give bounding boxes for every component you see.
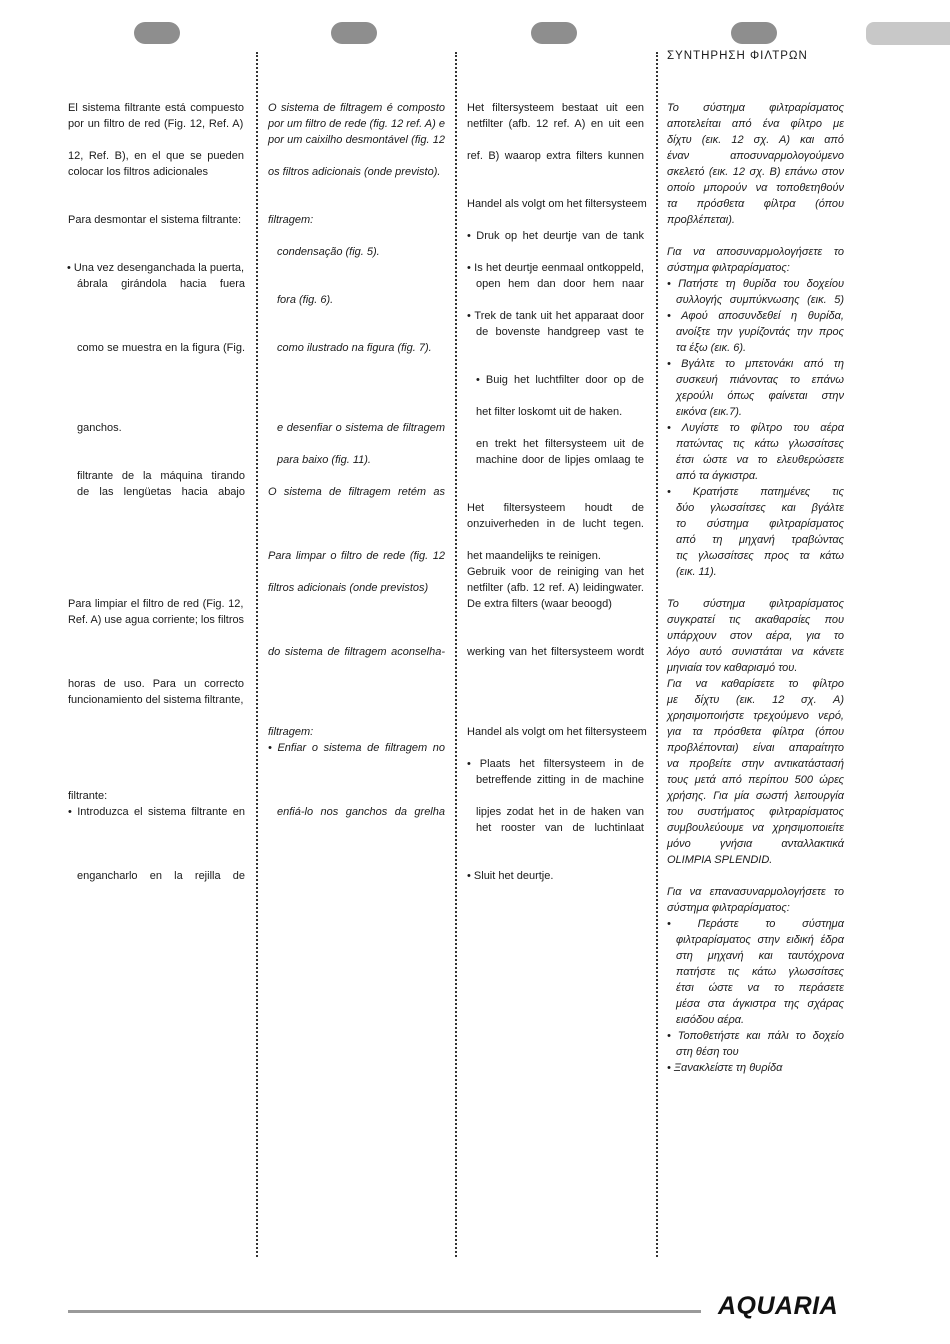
text-line: ανοίξτε την γυρίζοντάς την προς: [676, 326, 844, 338]
text-line: υπάρχουν στον αέρα, για το: [667, 630, 844, 642]
text-line: • Ξανακλείστε τη θυρίδα: [667, 1062, 783, 1074]
footer-rule: [68, 1310, 701, 1313]
text-line: het rooster van de luchtinlaat: [476, 822, 644, 834]
text-line: προβλέπεται).: [667, 214, 735, 226]
text-line: τα έξω (εικ. 6).: [676, 342, 747, 354]
text-line: betreffende zitting in de machine: [476, 774, 644, 786]
text-line: Για να καθαρίσετε το φίλτρο: [667, 678, 844, 690]
text-line: netfilter (afb. 12 ref. A) en uit een: [467, 118, 644, 130]
text-line: μηνιαία τον καθαρισμό του.: [667, 662, 798, 674]
text-line: ganchos.: [77, 422, 122, 434]
text-line: onzuiverheden in de lucht tegen.: [467, 518, 644, 530]
text-line: • Αφού αποσυνδεθεί η θυρίδα,: [667, 310, 844, 322]
text-line: como ilustrado na figura (fig. 7).: [277, 342, 432, 354]
text-line: Ref. A) use agua corriente; los filtros: [68, 614, 244, 626]
text-line: do sistema de filtragem aconselha-: [268, 646, 445, 658]
text-line: O sistema de filtragem retém as: [268, 486, 445, 498]
text-line: • Τοποθετήστε και πάλι το δοχείο: [667, 1030, 844, 1042]
text-line: como se muestra en la figura (Fig.: [77, 342, 245, 354]
text-line: werking van het filtersysteem wordt: [467, 646, 644, 658]
text-line: σκελετό (εικ. 12 σχ. Β) επάνω στον: [667, 166, 844, 178]
text-line: εικόνα (εικ.7).: [676, 406, 742, 418]
text-line: filtragem:: [268, 214, 314, 226]
text-line: • Πατήστε τη θυρίδα του δοχείου: [667, 278, 844, 290]
text-line: netfilter (afb. 12 ref. A) leidingwater.: [467, 582, 644, 594]
text-line: πατώντας τις κάτω γλωσσίτσες: [676, 438, 844, 450]
text-line: ref. B) waarop extra filters kunnen: [467, 150, 644, 162]
text-line: οποίο μπορούν να τοποθετηθούν: [667, 182, 844, 194]
text-line: έτσι ώστε να το περάσετε: [676, 982, 844, 994]
text-line: τις γλωσσίτσες προς τα κάτω: [676, 550, 844, 562]
text-line: του συστήματος φιλτραρίσματος: [667, 806, 844, 818]
text-line: Para limpiar el filtro de red (Fig. 12,: [68, 598, 244, 610]
text-line: Για να αποσυναρμολογήσετε το: [667, 246, 844, 258]
text-line: Het filtersysteem houdt de: [467, 502, 644, 514]
section-title: ΣΥΝΤΗΡΗΣΗ ΦΙΛΤΡΩΝ: [667, 50, 808, 62]
text-line: • Introduzca el sistema filtrante en: [68, 806, 245, 818]
text-line: lipjes zodat het in de haken van: [476, 806, 644, 818]
text-line: σύστημα φιλτραρίσματος:: [667, 262, 790, 274]
column-separator: [256, 52, 258, 1257]
text-line: por un filtro de red (Fig. 12, Ref. A): [68, 118, 244, 130]
text-line: έναν αποσυναρμολογούμενο: [667, 150, 844, 162]
text-line: συμβουλεύουμε να χρησιμοποιείτε: [667, 822, 844, 834]
text-line: het maandelijks te reinigen.: [467, 550, 601, 562]
text-line: colocar los filtros adicionales: [68, 166, 209, 178]
text-line: Para desmontar el sistema filtrante:: [68, 214, 242, 226]
language-tab-2: [331, 22, 377, 44]
text-line: Το σύστημα φιλτραρίσματος: [667, 598, 844, 610]
text-line: filtros adicionais (onde previstos): [268, 582, 429, 594]
text-line: συλλογής συμπύκνωσης (εικ. 5): [676, 294, 844, 306]
text-line: σύστημα φιλτραρίσματος:: [667, 902, 790, 914]
text-line: • Κρατήστε πατημένες τις: [667, 486, 844, 498]
text-line: συγκρατεί τις ακαθαρσίες που: [667, 614, 844, 626]
text-line: El sistema filtrante está compuesto: [68, 102, 244, 114]
text-line: έτσι ώστε να το ελευθερώσετε: [676, 454, 844, 466]
text-line: • Buig het luchtfilter door op de: [476, 374, 644, 386]
column-separator: [656, 52, 658, 1257]
text-line: χερούλι όπως φαίνεται στην: [676, 390, 844, 402]
text-line: O sistema de filtragem é composto: [268, 102, 445, 114]
text-line: • Enfiar o sistema de filtragem no: [268, 742, 445, 754]
brand-logo: AQUARIA: [718, 1292, 839, 1320]
text-line: Para limpar o filtro de rede (fig. 12: [268, 550, 445, 562]
text-line: condensação (fig. 5).: [277, 246, 380, 258]
text-line: enfiá-lo nos ganchos da grelha: [277, 806, 445, 818]
text-line: de las lengüetas hacia abajo: [77, 486, 245, 498]
text-line: φιλτραρίσματος στην ειδική έδρα: [676, 934, 844, 946]
text-line: Το σύστημα φιλτραρίσματος: [667, 102, 844, 114]
text-line: λόγο αυτό συνιστάται να κάνετε: [667, 646, 844, 658]
text-line: os filtros adicionais (onde previsto).: [268, 166, 441, 178]
text-line: • Una vez desenganchada la puerta,: [67, 262, 244, 274]
text-line: • Is het deurtje eenmaal ontkoppeld,: [467, 262, 644, 274]
text-line: μέσα στα άγκιστρα της σχάρας: [676, 998, 844, 1010]
text-line: με δίχτυ (εικ. 12 σχ. Α): [667, 694, 844, 706]
text-line: • Βγάλτε το μπετονάκι από τη: [667, 358, 844, 370]
text-line: horas de uso. Para un correcto: [68, 678, 244, 690]
text-line: το σύστημα φιλτραρίσματος: [676, 518, 844, 530]
text-line: δίχτυ (εικ. 12 σχ. Α) και από: [667, 134, 844, 146]
text-line: • Druk op het deurtje van de tank: [467, 230, 644, 242]
text-line: από τα άγκιστρα.: [676, 470, 759, 482]
section-tab: [866, 22, 950, 45]
text-line: μόνο γνήσια ανταλλακτικά: [667, 838, 844, 850]
text-line: στη θέση του: [676, 1046, 739, 1058]
text-line: OLIMPIA SPLENDID.: [667, 854, 773, 866]
language-tab-4: [731, 22, 777, 44]
text-line: machine door de lipjes omlaag te: [476, 454, 644, 466]
language-tab-1: [134, 22, 180, 44]
text-line: τα πρόσθετα φίλτρα (όπου: [667, 198, 844, 210]
column-separator: [455, 52, 457, 1257]
text-line: (εικ. 11).: [676, 566, 717, 578]
language-tab-3: [531, 22, 577, 44]
text-line: en trekt het filtersysteem uit de: [476, 438, 644, 450]
text-line: e desenfiar o sistema de filtragem: [277, 422, 445, 434]
text-line: προβλέπονται) είναι απαραίτητο: [667, 742, 844, 754]
text-line: • Plaats het filtersysteem in de: [467, 758, 644, 770]
text-line: • Περάστε το σύστημα: [667, 918, 844, 930]
text-line: χρήσης. Για μία σωστή λειτουργία: [667, 790, 844, 802]
text-line: για τα πρόσθετα φίλτρα (όπου: [667, 726, 844, 738]
text-line: αποτελείται από ένα φίλτρο με: [667, 118, 844, 130]
text-line: open hem dan door hem naar: [476, 278, 644, 290]
text-line: para baixo (fig. 11).: [277, 454, 371, 466]
text-line: δύο γλωσσίτσες και βγάλτε: [676, 502, 844, 514]
text-line: τους μετά από περίπου 500 ώρες: [667, 774, 844, 786]
text-line: από τη μηχανή τραβώντας: [676, 534, 844, 546]
text-line: De extra filters (waar beoogd): [467, 598, 612, 610]
text-line: engancharlo en la rejilla de: [77, 870, 245, 882]
text-line: να προβείτε στην αντικατάστασή: [667, 758, 844, 770]
text-line: • Trek de tank uit het apparaat door: [467, 310, 644, 322]
text-line: εισόδου αέρα.: [676, 1014, 745, 1026]
text-line: πατήστε τις κάτω γλωσσίτσες: [676, 966, 844, 978]
text-line: Het filtersysteem bestaat uit een: [467, 102, 644, 114]
text-line: por um caixilho desmontável (fig. 12: [268, 134, 445, 146]
text-line: Για να επανασυναρμολογήσετε το: [667, 886, 844, 898]
text-line: por um filtro de rede (fig. 12 ref. A) e: [268, 118, 445, 130]
text-line: Gebruik voor de reiniging van het: [467, 566, 644, 578]
text-line: • Λυγίστε το φίλτρο του αέρα: [667, 422, 844, 434]
text-line: Handel als volgt om het filtersysteem: [467, 726, 647, 738]
text-line: συσκευή πιάνοντας το επάνω: [676, 374, 844, 386]
text-line: • Sluit het deurtje.: [467, 870, 554, 882]
text-line: Handel als volgt om het filtersysteem: [467, 198, 647, 210]
text-line: χρησιμοποιήστε τρεχούμενο νερό,: [667, 710, 844, 722]
text-line: ábrala girándola hacia fuera: [77, 278, 245, 290]
text-line: 12, Ref. B), en el que se pueden: [68, 150, 244, 162]
text-line: στη μηχανή και ταυτόχρονα: [676, 950, 844, 962]
text-line: filtrante:: [68, 790, 108, 802]
text-line: het filter loskomt uit de haken.: [476, 406, 623, 418]
text-line: funcionamiento del sistema filtrante,: [68, 694, 244, 706]
text-line: filtragem:: [268, 726, 314, 738]
text-line: fora (fig. 6).: [277, 294, 334, 306]
text-line: filtrante de la máquina tirando: [77, 470, 245, 482]
text-line: de bovenste handgreep vast te: [476, 326, 644, 338]
